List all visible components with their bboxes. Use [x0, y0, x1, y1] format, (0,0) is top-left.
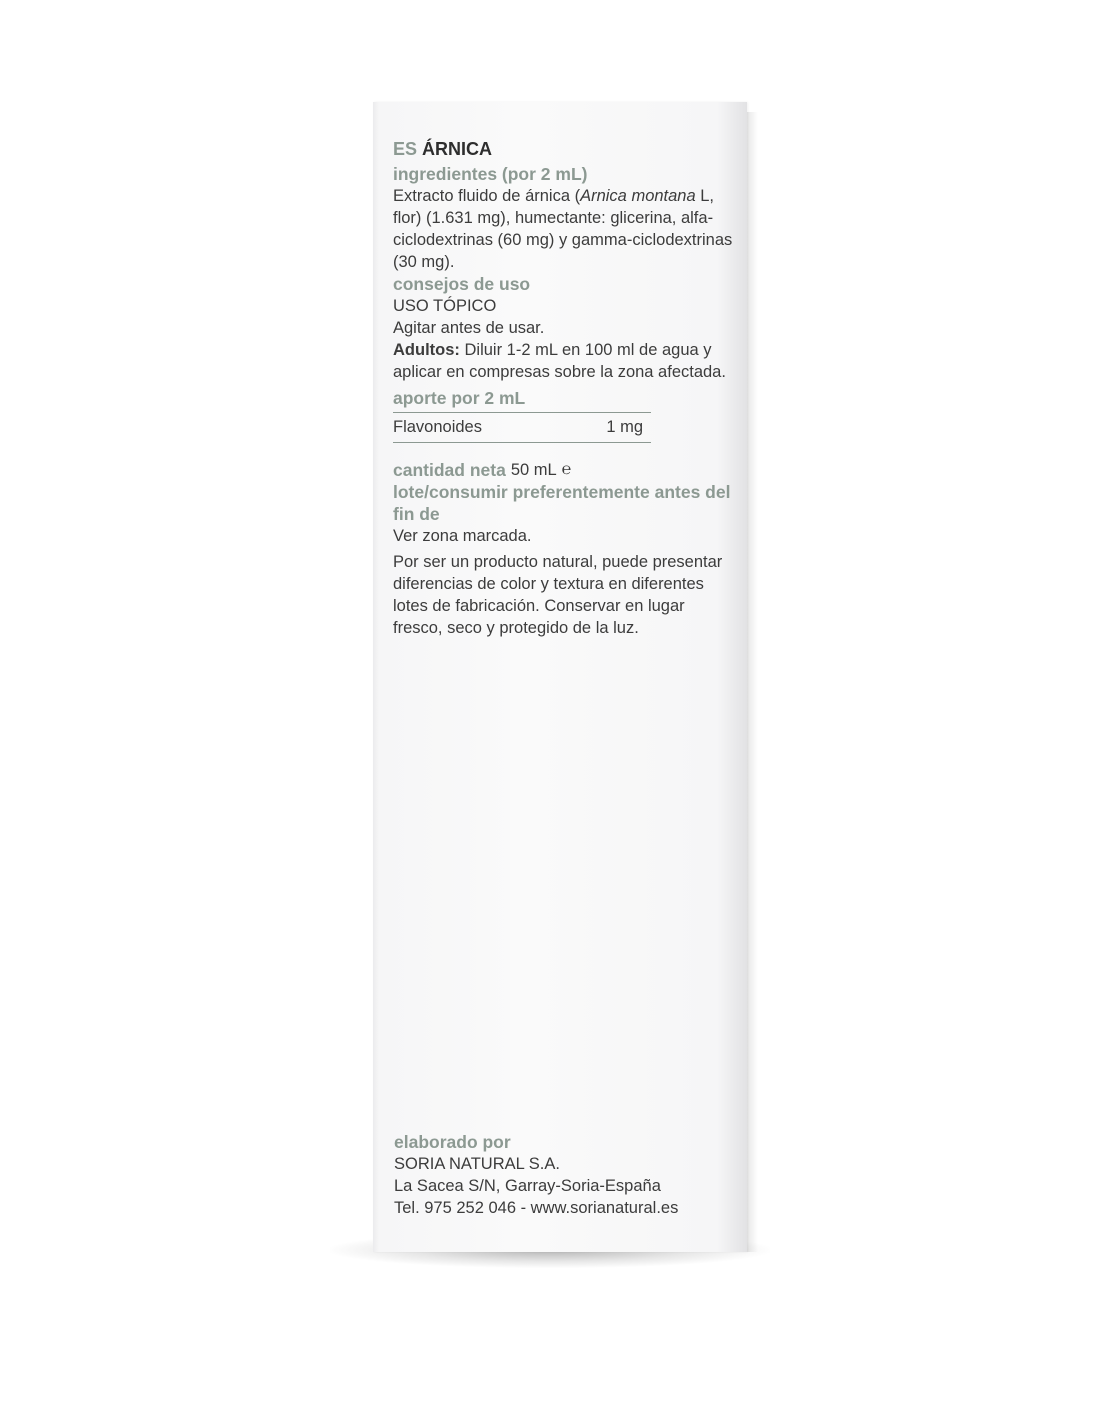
- language-code: ES: [393, 139, 418, 159]
- net-quantity-label: cantidad neta: [393, 460, 506, 480]
- contribution-heading: aporte por 2 mL: [393, 388, 526, 408]
- manufacturer-heading: elaborado por: [394, 1132, 511, 1152]
- nutrient-table-row: [393, 412, 651, 443]
- product-box-side-panel: [373, 102, 747, 1252]
- product-title: [393, 138, 733, 160]
- product-name: ÁRNICA: [422, 139, 493, 159]
- ingredients-heading: ingredientes (por 2 mL): [393, 164, 588, 184]
- label-text-block: [393, 138, 733, 639]
- nutrient-amount: 1 mg: [606, 418, 643, 436]
- manufacturer-address: La Sacea S/N, Garray-Soria-España: [394, 1177, 661, 1195]
- ingredients-text-before: Extracto fluido de árnica (: [393, 187, 581, 205]
- usage-adults: [393, 339, 733, 383]
- latin-name: Arnica montana: [580, 187, 696, 205]
- manufacturer-name: SORIA NATURAL S.A.: [394, 1155, 560, 1173]
- estimate-sign-icon: ℮: [561, 461, 572, 478]
- net-quantity-value: 50 mL: [510, 461, 557, 479]
- lot-heading: lote/consumir preferentemente antes del fin de: [393, 482, 731, 524]
- usage-shake: Agitar antes de usar.: [393, 319, 545, 337]
- lot-text: Ver zona marcada.: [393, 527, 532, 545]
- net-quantity: [393, 459, 733, 481]
- natural-product-note: Por ser un producto natural, puede presentar diferencias de color y textura en diferentes lotes de fabricación. Conservar en lugar fresco, seco y protegido de la luz.: [393, 553, 723, 637]
- manufacturer-contact: Tel. 975 252 046 - www.sorianatural.es: [394, 1199, 679, 1217]
- ingredients-text-after: L, flor) (1.631 mg), humectante: glicerina, alfa-ciclodextrinas (60 mg) y gamma-ciclodextrinas (30 mg).: [393, 187, 733, 271]
- usage-heading: consejos de uso: [393, 274, 531, 294]
- usage-route: USO TÓPICO: [393, 297, 497, 315]
- ingredients-text: [393, 185, 733, 273]
- manufacturer-block: [394, 1131, 734, 1219]
- adults-label: Adultos:: [393, 341, 460, 359]
- adults-text: Diluir 1-2 mL en 100 ml de agua y aplicar en compresas sobre la zona afectada.: [393, 341, 726, 381]
- nutrient-name: Flavonoides: [393, 418, 482, 436]
